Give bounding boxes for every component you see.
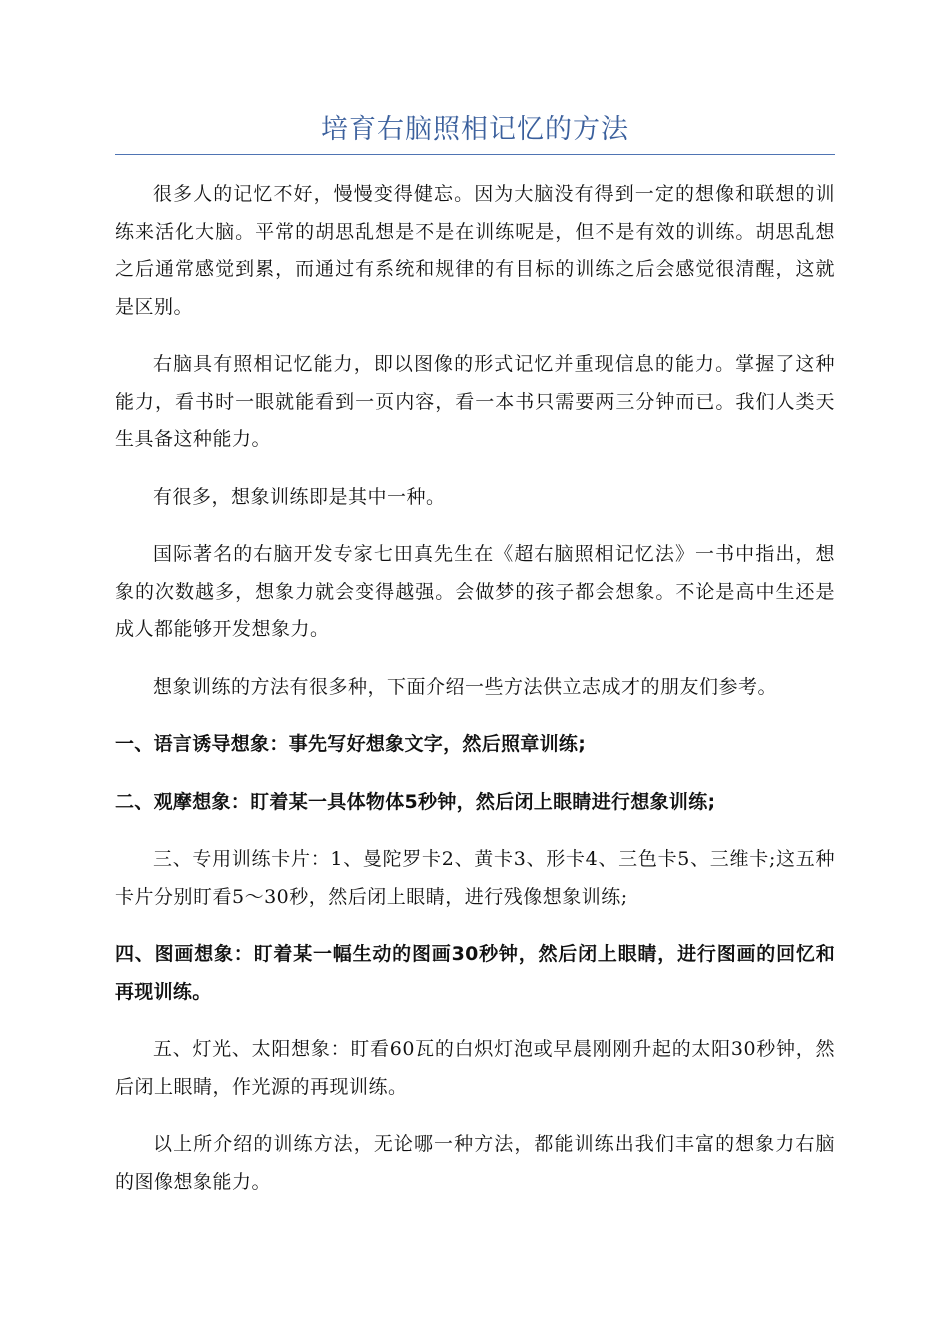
- paragraph-3: 有很多，想象训练即是其中一种。: [153, 485, 446, 508]
- title-underline: [115, 154, 835, 155]
- conclusion-paragraph: 以上所介绍的训练方法，无论哪一种方法，都能训练出我们丰富的想象力右脑的图像想象能力。: [115, 1133, 835, 1193]
- method-2-heading: 二、观摩想象：盯着某一具体物体5秒钟，然后闭上眼睛进行想象训练;: [115, 790, 716, 813]
- paragraph-4: 国际著名的右脑开发专家七田真先生在《超右脑照相记忆法》一书中指出，想象的次数越多，想象力就会变得越强。会做梦的孩子都会想象。不论是高中生还是成人都能够开发想象力。: [115, 543, 835, 640]
- method-4-heading: 四、图画想象：盯着某一幅生动的图画30秒钟，然后闭上眼睛，进行图画的回忆和再现训练。: [115, 943, 835, 1003]
- method-3-paragraph: 三、专用训练卡片：1、曼陀罗卡2、黄卡3、形卡4、三色卡5、三维卡;这五种卡片分别盯看5～30秒，然后闭上眼睛，进行残像想象训练;: [115, 848, 835, 908]
- paragraph-5: 想象训练的方法有很多种，下面介绍一些方法供立志成才的朋友们参考。: [153, 675, 778, 698]
- document-title: 培育右脑照相记忆的方法: [321, 114, 629, 145]
- method-1-heading: 一、语言诱导想象：事先写好想象文字，然后照章训练;: [115, 733, 587, 755]
- method-5-paragraph: 五、灯光、太阳想象：盯看60瓦的白炽灯泡或早晨刚刚升起的太阳30秒钟，然后闭上眼睛，作光源的再现训练。: [115, 1038, 835, 1098]
- paragraph-1: 很多人的记忆不好，慢慢变得健忘。因为大脑没有得到一定的想像和联想的训练来活化大脑。平常的胡思乱想是不是在训练呢是，但不是有效的训练。胡思乱想之后通常感觉到累，而通过有系统和规律的有目标的训练之后会感觉很清醒，这就是区别。: [115, 183, 835, 318]
- document-body: [115, 176, 835, 1221]
- paragraph-2: 右脑具有照相记忆能力，即以图像的形式记忆并重现信息的能力。掌握了这种能力，看书时一眼就能看到一页内容，看一本书只需要两三分钟而已。我们人类天生具备这种能力。: [115, 353, 835, 450]
